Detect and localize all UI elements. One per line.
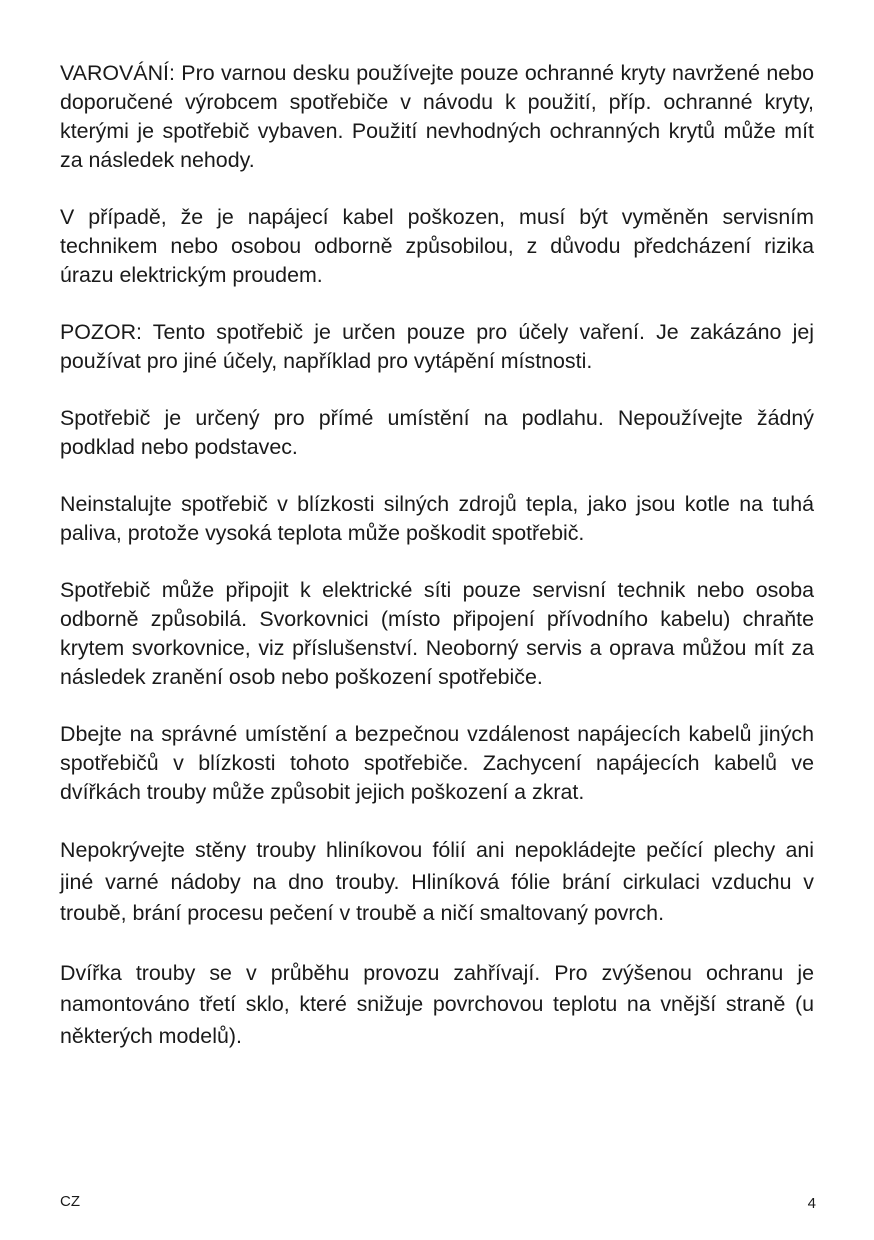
caution-paragraph: POZOR: Tento spotřebič je určen pouze pro účely vaření. Je zakázáno jej používat pro jiné účely, například pro vytápění místnosti. — [60, 320, 814, 373]
power-cables-paragraph: Dbejte na správné umístění a bezpečnou vzdálenost napájecích kabelů jiných spotřebičů v blízkosti tohoto spotřebiče. Zachycení napájecích kabelů ve dvířkách trouby může způsobit jejich poškození a zkrat. — [60, 722, 814, 804]
warning-paragraph: VAROVÁNÍ: Pro varnou desku používejte pouze ochranné kryty navržené nebo doporučené výrobcem spotřebiče v návodu k použití, příp. ochranné kryty, kterými je spotřebič vybaven. Použití nevhodných ochranných krytů může mít za následek nehody. — [60, 61, 814, 172]
manual-text-body — [60, 59, 814, 1052]
aluminium-foil-paragraph: Nepokrývejte stěny trouby hliníkovou fólií ani nepokládejte pečící plechy ani jiné varné nádoby na dno trouby. Hliníková fólie brání cirkulaci vzduchu v troubě, brání procesu pečení v troubě a ničí smaltovaný povrch. — [60, 838, 814, 925]
oven-door-paragraph: Dvířka trouby se v průběhu provozu zahřívají. Pro zvýšenou ochranu je namontováno třetí sklo, které snižuje povrchovou teplotu na vnější straně (u některých modelů). — [60, 960, 814, 1048]
footer-page-number: 4 — [807, 1195, 816, 1212]
footer-language-code: CZ — [60, 1193, 80, 1210]
heat-sources-paragraph: Neinstalujte spotřebič v blízkosti silných zdrojů tepla, jako jsou kotle na tuhá paliva, protože vysoká teplota může poškodit spotřebič. — [60, 492, 814, 545]
electrical-connection-paragraph: Spotřebič může připojit k elektrické síti pouze servisní technik nebo osoba odborně způsobilá. Svorkovnici (místo připojení přívodního kabelu) chraňte krytem svorkovnice, viz příslušenství. Neoborný servis a oprava můžou mít za následek zranění osob nebo poškození spotřebiče. — [60, 578, 814, 689]
damaged-cable-paragraph: V případě, že je napájecí kabel poškozen, musí být vyměněn servisním technikem nebo osobou odborně způsobilou, z důvodu předcházení rizika úrazu elektrickým proudem. — [60, 205, 814, 287]
floor-placement-paragraph: Spotřebič je určený pro přímé umístění na podlahu. Nepoužívejte žádný podklad nebo podstavec. — [60, 406, 814, 459]
